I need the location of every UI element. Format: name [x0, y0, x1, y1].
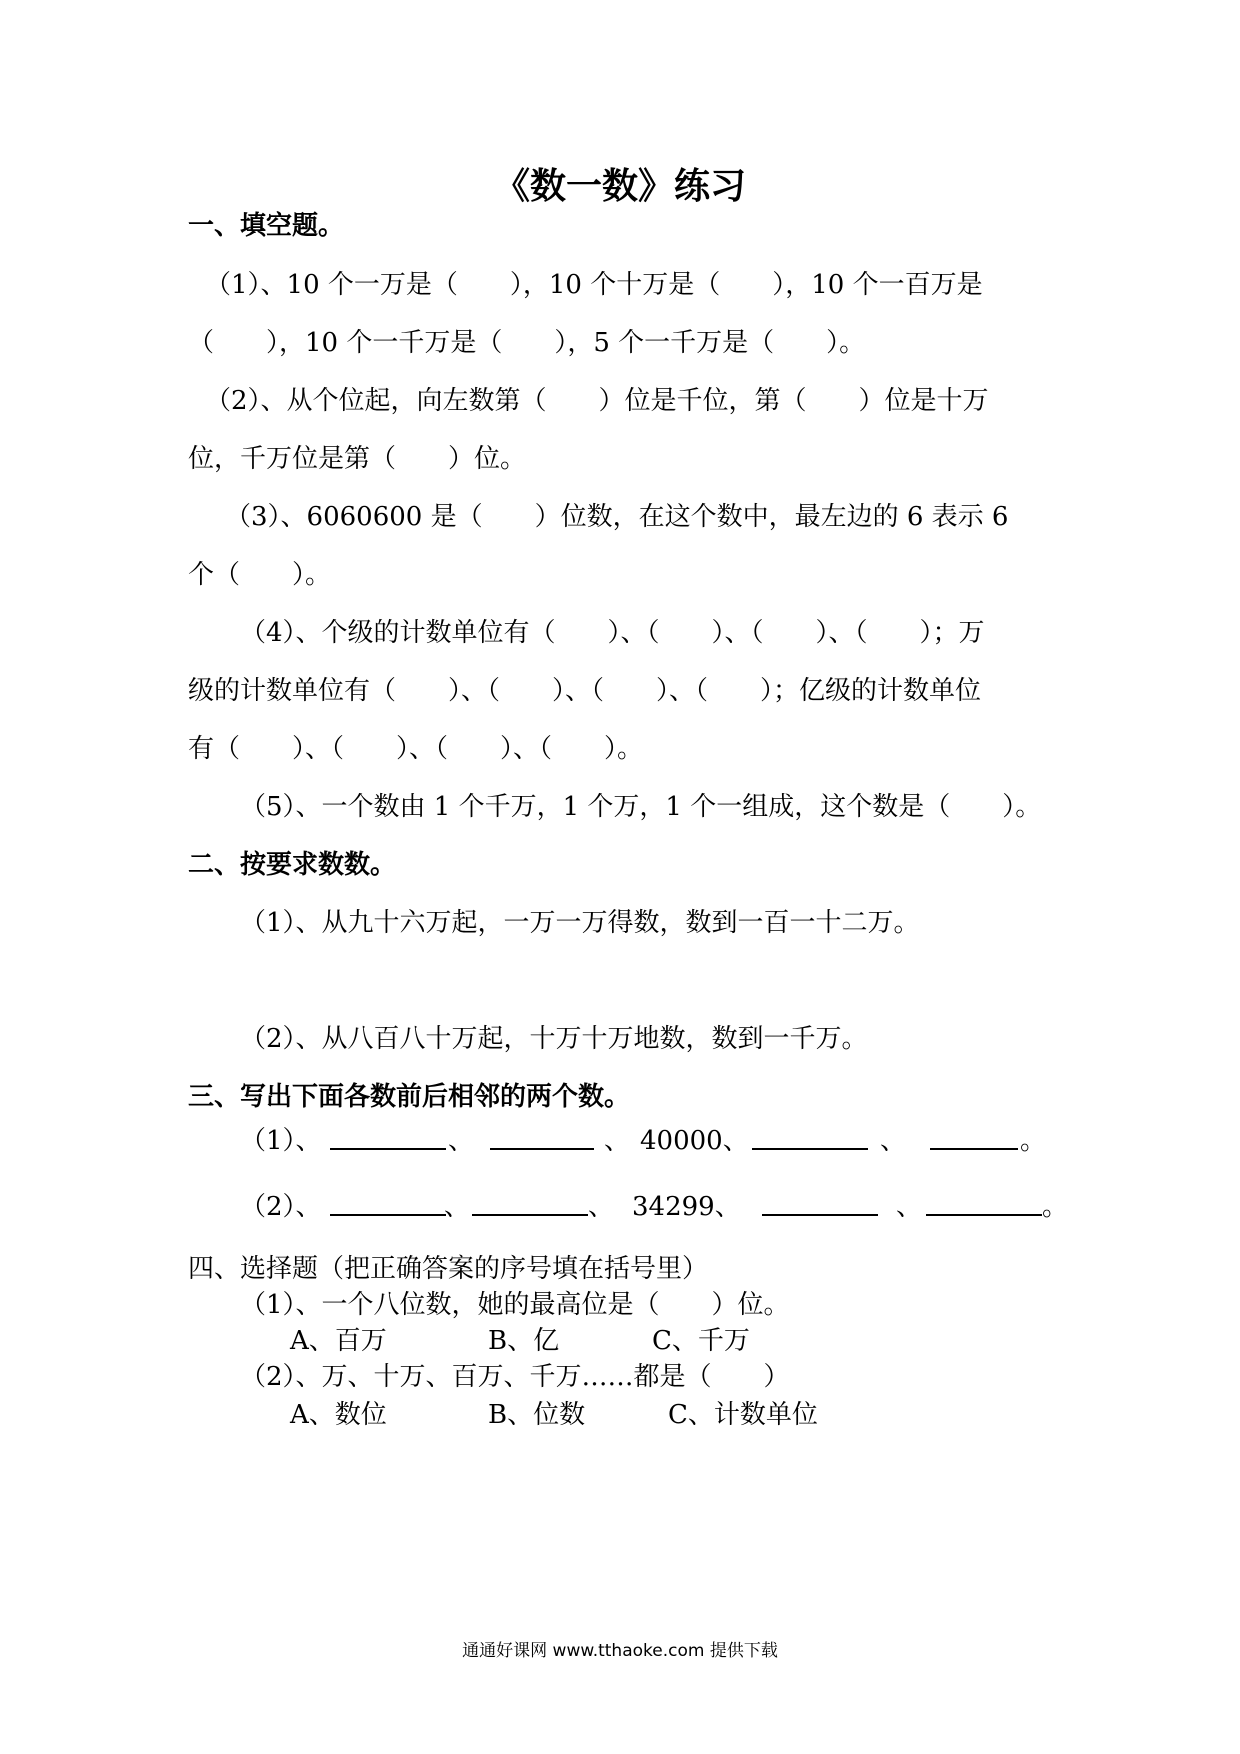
q1-line1: （1）、10 个一万是（ ），10 个十万是（ ），10 个一百万是: [205, 270, 983, 300]
q3-line2: 个（ ）。: [188, 560, 332, 590]
choice-q2: （2）、万、十万、百万、千万……都是（ ）: [240, 1362, 790, 1392]
choice-q1-option-c[interactable]: C、千万: [652, 1326, 750, 1356]
q4-line2: 级的计数单位有（ ）、（ ）、（ ）、（ ）；亿级的计数单位: [188, 676, 982, 706]
section4-heading: 四、选择题（把正确答案的序号填在括号里）: [188, 1254, 709, 1284]
count-q2: （2）、从八百八十万起，十万十万地数，数到一千万。: [240, 1024, 868, 1054]
neighbor-q2-sep-3: 、: [896, 1192, 923, 1222]
neighbor-q1-label: （1）、: [240, 1126, 322, 1156]
page-title: 《数一数》练习: [493, 166, 746, 207]
neighbor-q2-sep-1: 、: [444, 1192, 471, 1222]
count-q1: （1）、从九十六万起，一万一万得数，数到一百一十二万。: [240, 908, 920, 938]
choice-q1-option-a[interactable]: A、百万: [290, 1326, 387, 1356]
choice-q1: （1）、一个八位数，她的最高位是（ ）位。: [240, 1290, 790, 1320]
q3-line1: （3）、6060600 是（ ）位数，在这个数中，最左边的 6 表示 6: [225, 502, 1009, 532]
neighbor-q1-blank-1[interactable]: [330, 1148, 446, 1150]
section3-heading: 三、写出下面各数前后相邻的两个数。: [188, 1082, 631, 1112]
neighbor-q2-sep-2: 、: [588, 1192, 615, 1222]
choice-q2-option-b[interactable]: B、位数: [488, 1400, 586, 1430]
neighbor-q1-sep-2: 、: [604, 1126, 631, 1156]
section1-heading: 一、填空题。: [188, 211, 345, 241]
neighbor-q2-blank-4[interactable]: [926, 1214, 1042, 1216]
neighbor-q2-number: 34299、: [632, 1192, 741, 1222]
neighbor-q2-end: 。: [1042, 1192, 1069, 1222]
q5-line1: （5）、一个数由 1 个千万，1 个万，1 个一组成，这个数是（ ）。: [240, 792, 1042, 822]
choice-q2-option-a[interactable]: A、数位: [290, 1400, 387, 1430]
neighbor-q2-blank-2[interactable]: [472, 1214, 588, 1216]
page-footer: 通通好课网 www.tthaoke.com 提供下载: [462, 1641, 778, 1661]
neighbor-q1-sep-3: 、: [880, 1126, 907, 1156]
neighbor-q2-blank-1[interactable]: [330, 1214, 446, 1216]
neighbor-q1-number: 40000、: [640, 1126, 749, 1156]
choice-q2-option-c[interactable]: C、计数单位: [668, 1400, 818, 1430]
choice-q1-option-b[interactable]: B、亿: [488, 1326, 560, 1356]
neighbor-q1-blank-3[interactable]: [752, 1148, 868, 1150]
neighbor-q2-blank-3[interactable]: [762, 1214, 878, 1216]
neighbor-q1-blank-4[interactable]: [930, 1148, 1018, 1150]
q1-line2: （ ），10 个一千万是（ ），5 个一千万是（ ）。: [188, 328, 866, 358]
q2-line1: （2）、从个位起，向左数第（ ）位是千位，第（ ）位是十万: [205, 386, 989, 416]
section2-heading: 二、按要求数数。: [188, 850, 397, 880]
q4-line1: （4）、个级的计数单位有（ ）、（ ）、（ ）、（ ）；万: [240, 618, 985, 648]
q4-line3: 有（ ）、（ ）、（ ）、（ ）。: [188, 734, 644, 764]
neighbor-q1-blank-2[interactable]: [490, 1148, 594, 1150]
neighbor-q1-sep-1: 、: [448, 1126, 475, 1156]
q2-line2: 位，千万位是第（ ）位。: [188, 444, 527, 474]
neighbor-q1-end: 。: [1020, 1126, 1047, 1156]
neighbor-q2-label: （2）、: [240, 1192, 322, 1222]
